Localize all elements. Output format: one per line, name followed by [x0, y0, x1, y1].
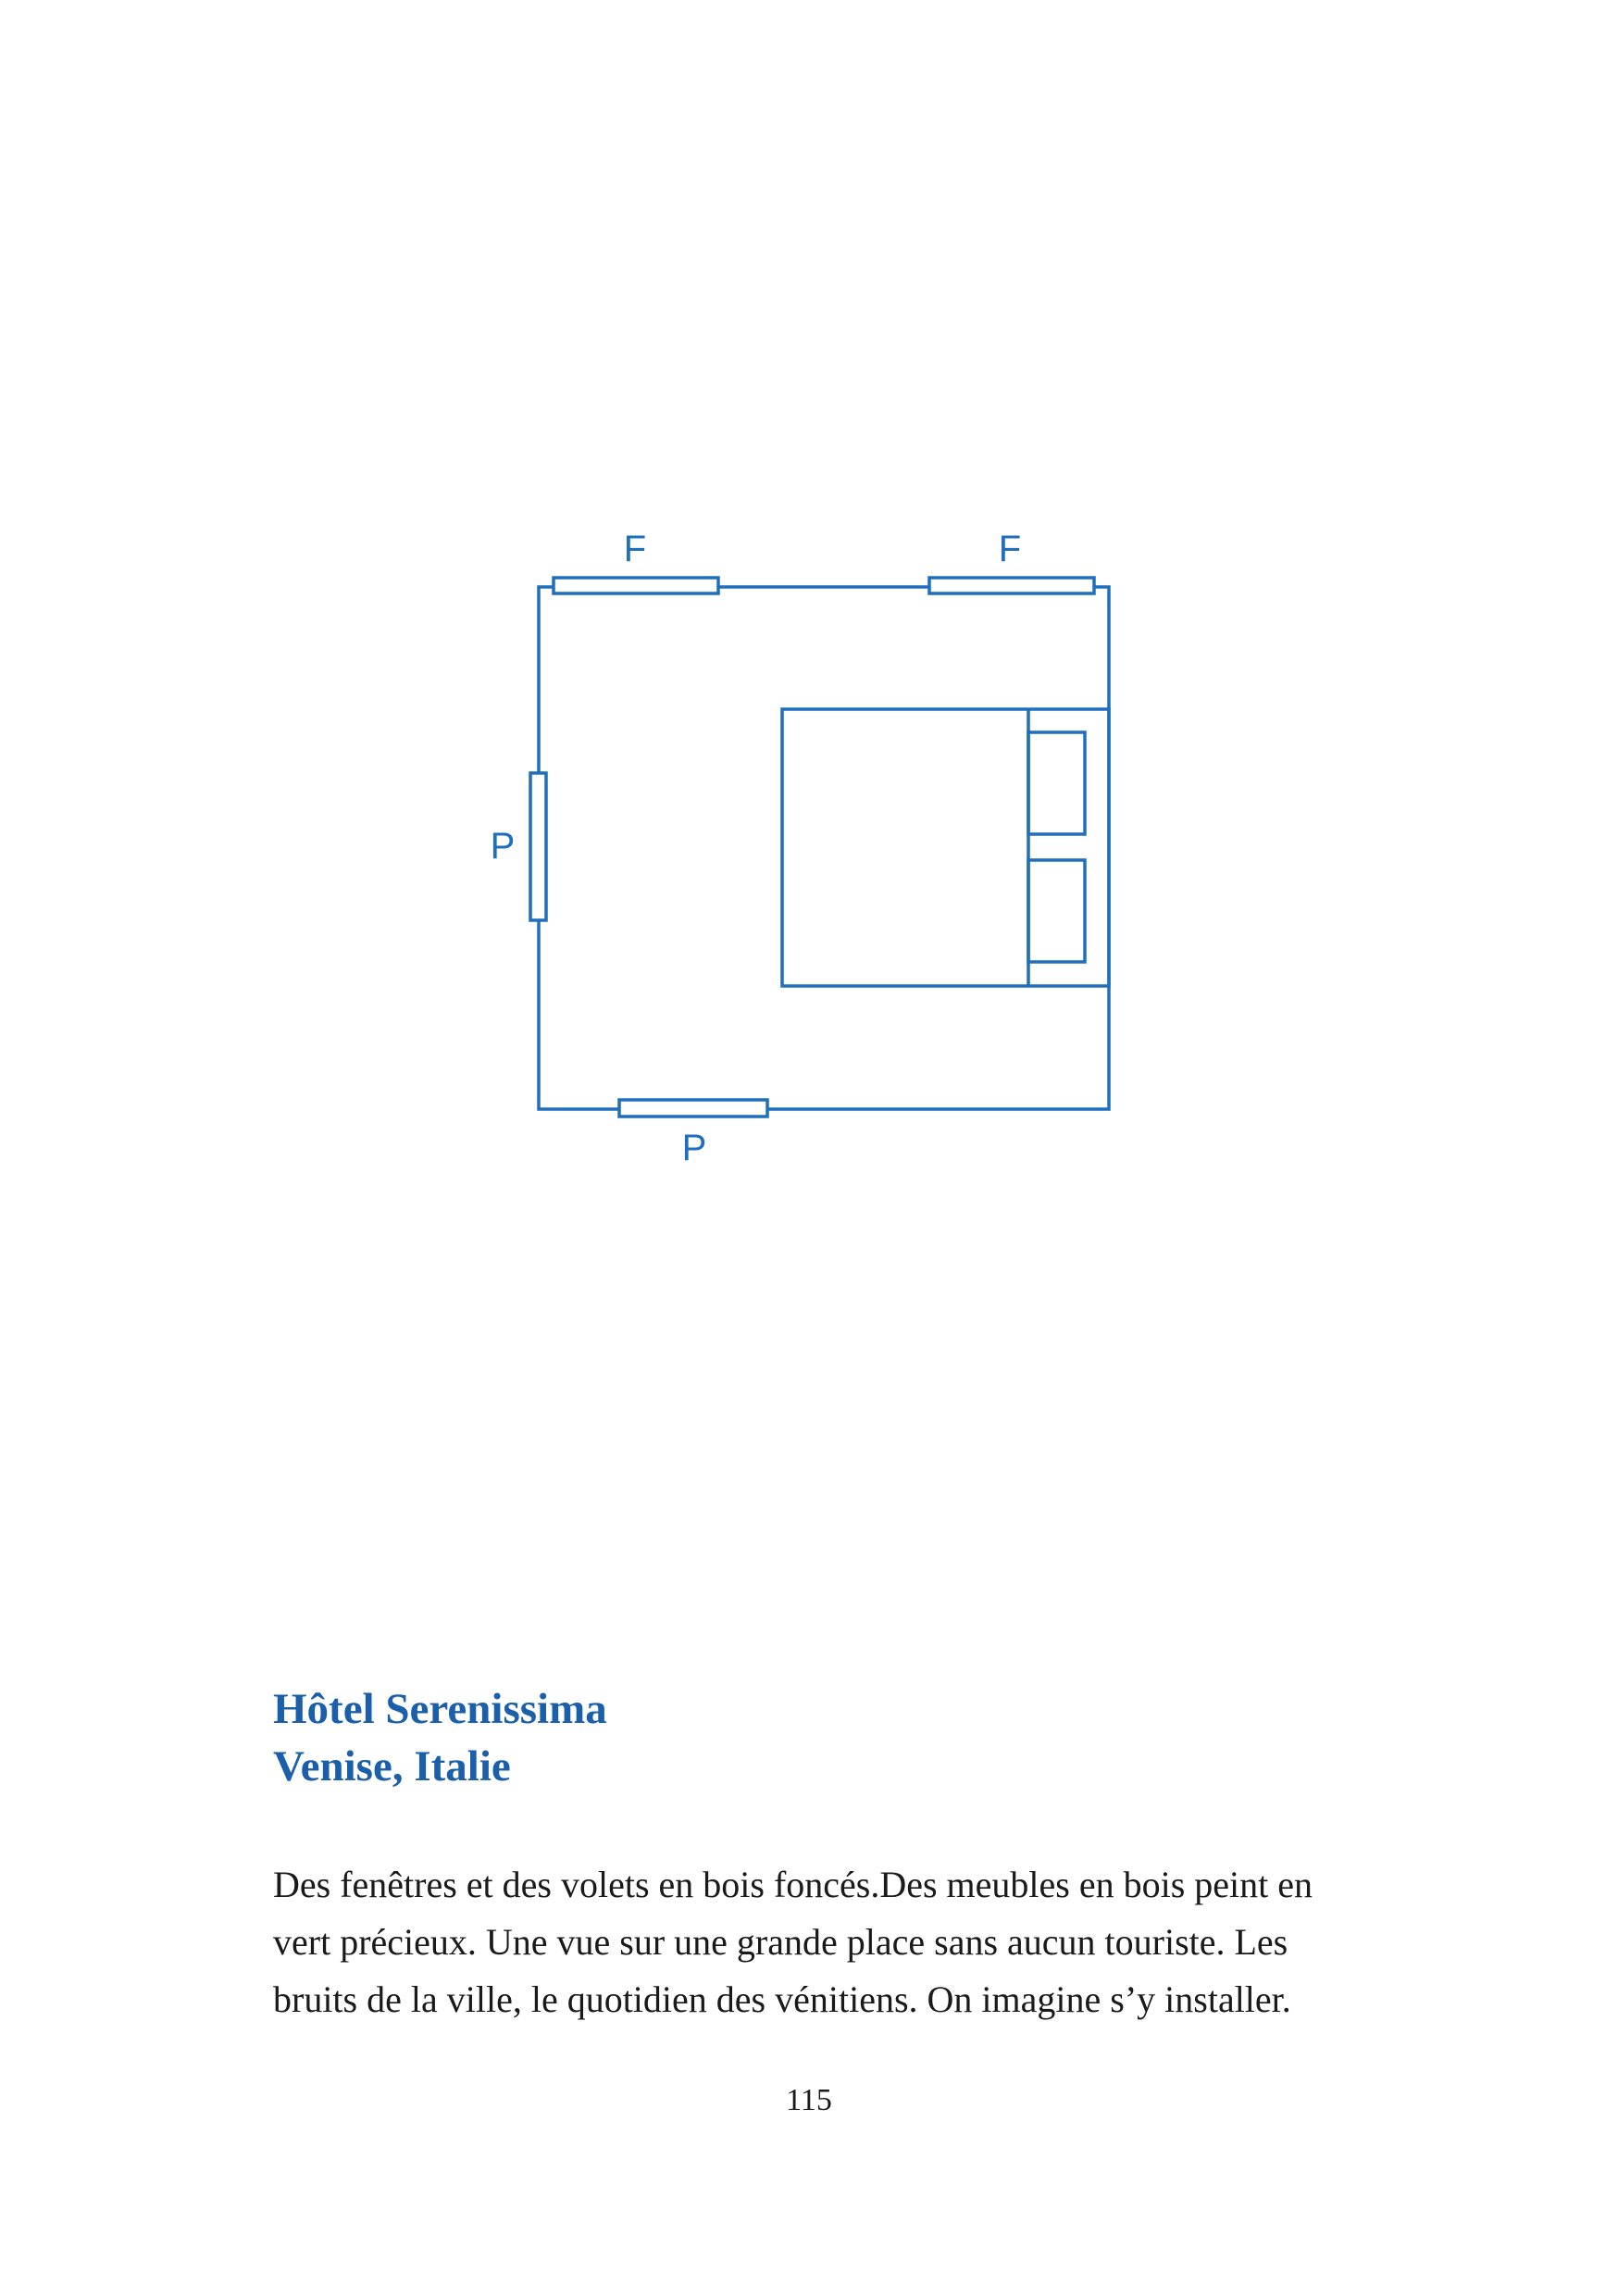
window-left: [554, 578, 718, 593]
description-paragraph: [273, 1856, 1384, 2028]
description-line: vert précieux. Une vue sur une grande place sans aucun touriste. Les: [273, 1921, 1288, 1963]
hotel-caption: [273, 1680, 607, 1795]
page-number: 115: [786, 2083, 832, 2117]
window-left-label: F: [623, 529, 647, 569]
door-left: [530, 773, 546, 920]
room-walls: [539, 587, 1109, 1109]
pillow-bottom: [1028, 860, 1085, 962]
door-bottom-label: P: [681, 1128, 707, 1168]
window-right: [929, 578, 1094, 593]
pillow-top: [1028, 732, 1085, 834]
hotel-name: Hôtel Serenissima: [273, 1685, 607, 1733]
description-line: bruits de la ville, le quotidien des vénitiens. On imagine s’y installer.: [273, 1978, 1291, 2020]
bed: [782, 709, 1109, 986]
description-line: Des fenêtres et des volets en bois foncés.Des meubles en bois peint en: [273, 1864, 1313, 1905]
window-right-label: F: [998, 529, 1022, 569]
door-left-label: P: [490, 826, 516, 867]
hotel-location: Venise, Italie: [273, 1742, 511, 1791]
door-bottom: [619, 1100, 767, 1117]
